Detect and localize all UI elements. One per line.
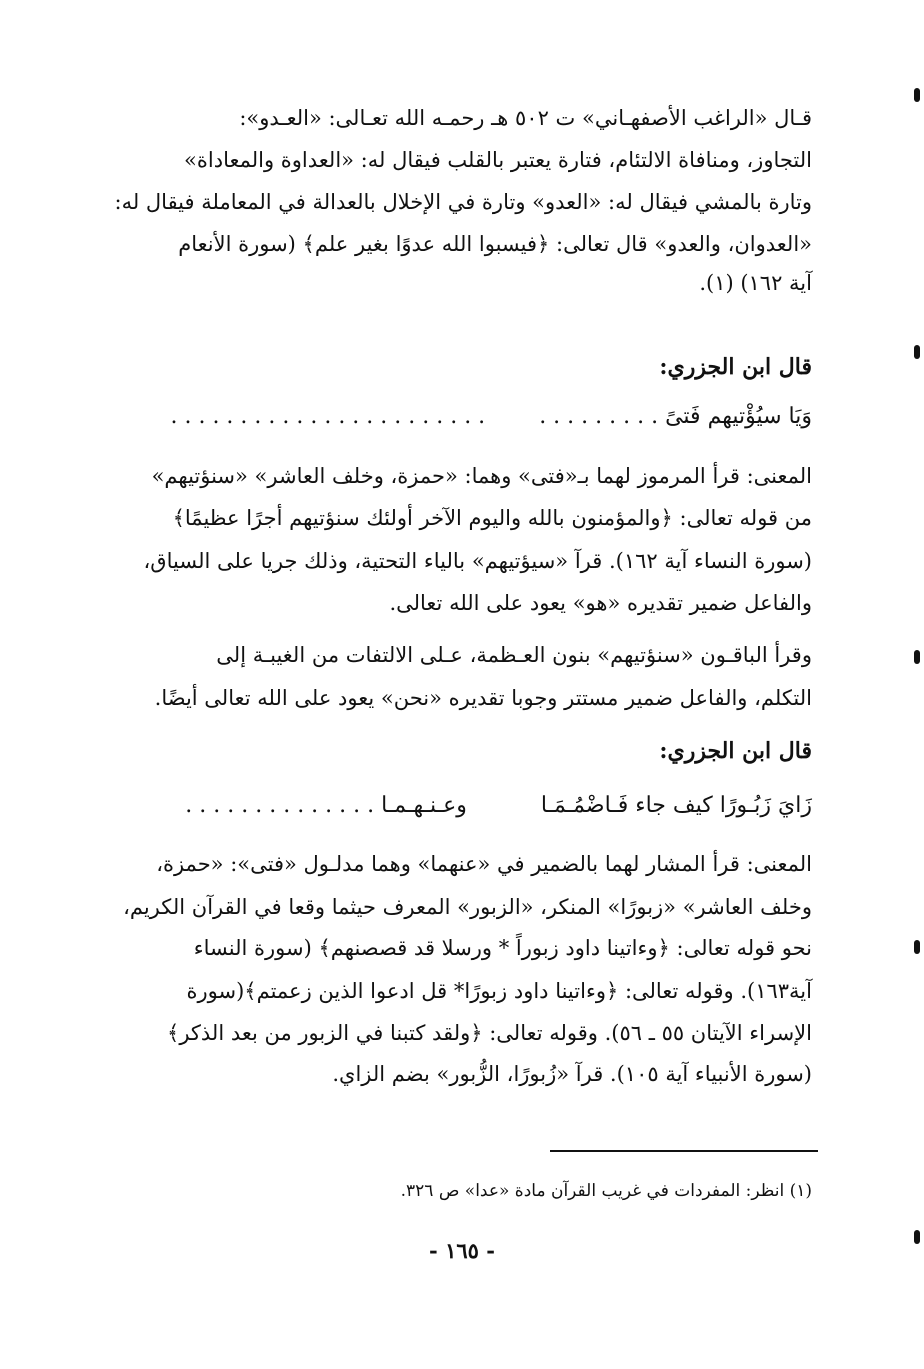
verse-hemistich-left: وعـنـهـمـا [381,793,467,818]
footnote-divider [550,1150,818,1152]
poem-verse [112,790,812,822]
text-line: التكلم، والفاعل ضمير مستتر وجوبا تقديره «نحن» يعود على الله تعالى أيضًا. [154,686,812,710]
text-line: من قوله تعالى: ﴿والمؤمنون بالله واليوم الآخر أولئك سنؤتيهم أجرًا عظيمًا﴾ [172,506,812,530]
text-line: وخلف العاشر» «زبورًا» المنكر، «الزبور» المعرف حيثما وقعا في القرآن الكريم، [123,895,812,919]
scan-edge-mark [914,88,920,102]
text-line: المعنى: قرأ المشار لهما بالضمير في «عنهما» وهما مدلـول «فتى»: «حمزة، [156,852,812,876]
text-line: الإسراء الآيتان ٥٥ ـ ٥٦). وقوله تعالى: ﴿ولقد كتبنا في الزبور من بعد الذكر﴾ [167,1021,812,1045]
verse-hemistich-right: وَيَا سيُؤْتيهم فَتىً [665,404,812,429]
text-line: والفاعل ضمير تقديره «هو» يعود على الله تعالى. [389,591,812,615]
text-line: التجاوز، ومنافاة الالتئام، فتارة يعتبر بالقلب فيقال له: «العداوة والمعاداة» [184,148,812,172]
scan-edge-mark [914,345,920,359]
verse-dots: . . . . . . . . . . . . . . [185,793,375,818]
text-line: آية١٦٣). وقوله تعالى: ﴿وءاتينا داود زبورًا* قل ادعوا الذين زعمتم﴾(سورة [186,979,812,1003]
scan-edge-mark [914,940,920,954]
text-line: وتارة بالمشي فيقال له: «العدو» وتارة في الإخلال بالعدالة في المعاملة فيقال له: [114,190,812,214]
page-number: - ١٦٥ - [429,1238,495,1263]
text-line: (سورة الأنبياء آية ١٠٥). قرآ «زُبورًا، الزُّبور» بضم الزاي. [332,1062,812,1086]
text-line: نحو قوله تعالى: ﴿وءاتينا داود زبوراً * ورسلا قد قصصنهم﴾ (سورة النساء [193,936,812,960]
verse-hemistich-right: زَايَ زَبُـورًا كيف جاء فَـاضْمُـمَـا [540,793,812,818]
section-heading: قال ابن الجزري: [659,354,812,380]
verse-dots: . . . . . . . . . . . . . . . . . . . . . . . [170,404,486,429]
section-heading: قال ابن الجزري: [659,738,812,764]
text-line: «العدوان، والعدو» قال تعالى: ﴿فيسبوا الله عدوًا بغير علم﴾ (سورة الأنعام [178,232,812,256]
verse-dots: . . . . . . . . . [539,404,659,429]
text-line: المعنى: قرأ المرموز لهما بـ«فتى» وهما: «حمزة، وخلف العاشر» «سنؤتيهم» [151,464,812,488]
footnote: (١) انظر: المفردات في غريب القرآن مادة «عدا» ص ٣٢٦. [400,1181,812,1201]
text-line: (سورة النساء آية ١٦٢). قرآ «سيؤتيهم» بالياء التحتية، وذلك جريا على السياق، [143,549,812,573]
text-line: قـال «الراغب الأصفهـاني» ت ٥٠٢ هـ رحمـه الله تعـالى: «العـدو»: [239,106,812,130]
scan-edge-mark [914,650,920,664]
text-line: وقرأ الباقـون «سنؤتيهم» بنون العـظمة، عـلى الالتفات من الغيبـة إلى [216,643,812,667]
text-line: آية ١٦٢) (١). [699,271,812,295]
poem-verse [112,401,812,433]
scan-edge-mark [914,1230,920,1244]
